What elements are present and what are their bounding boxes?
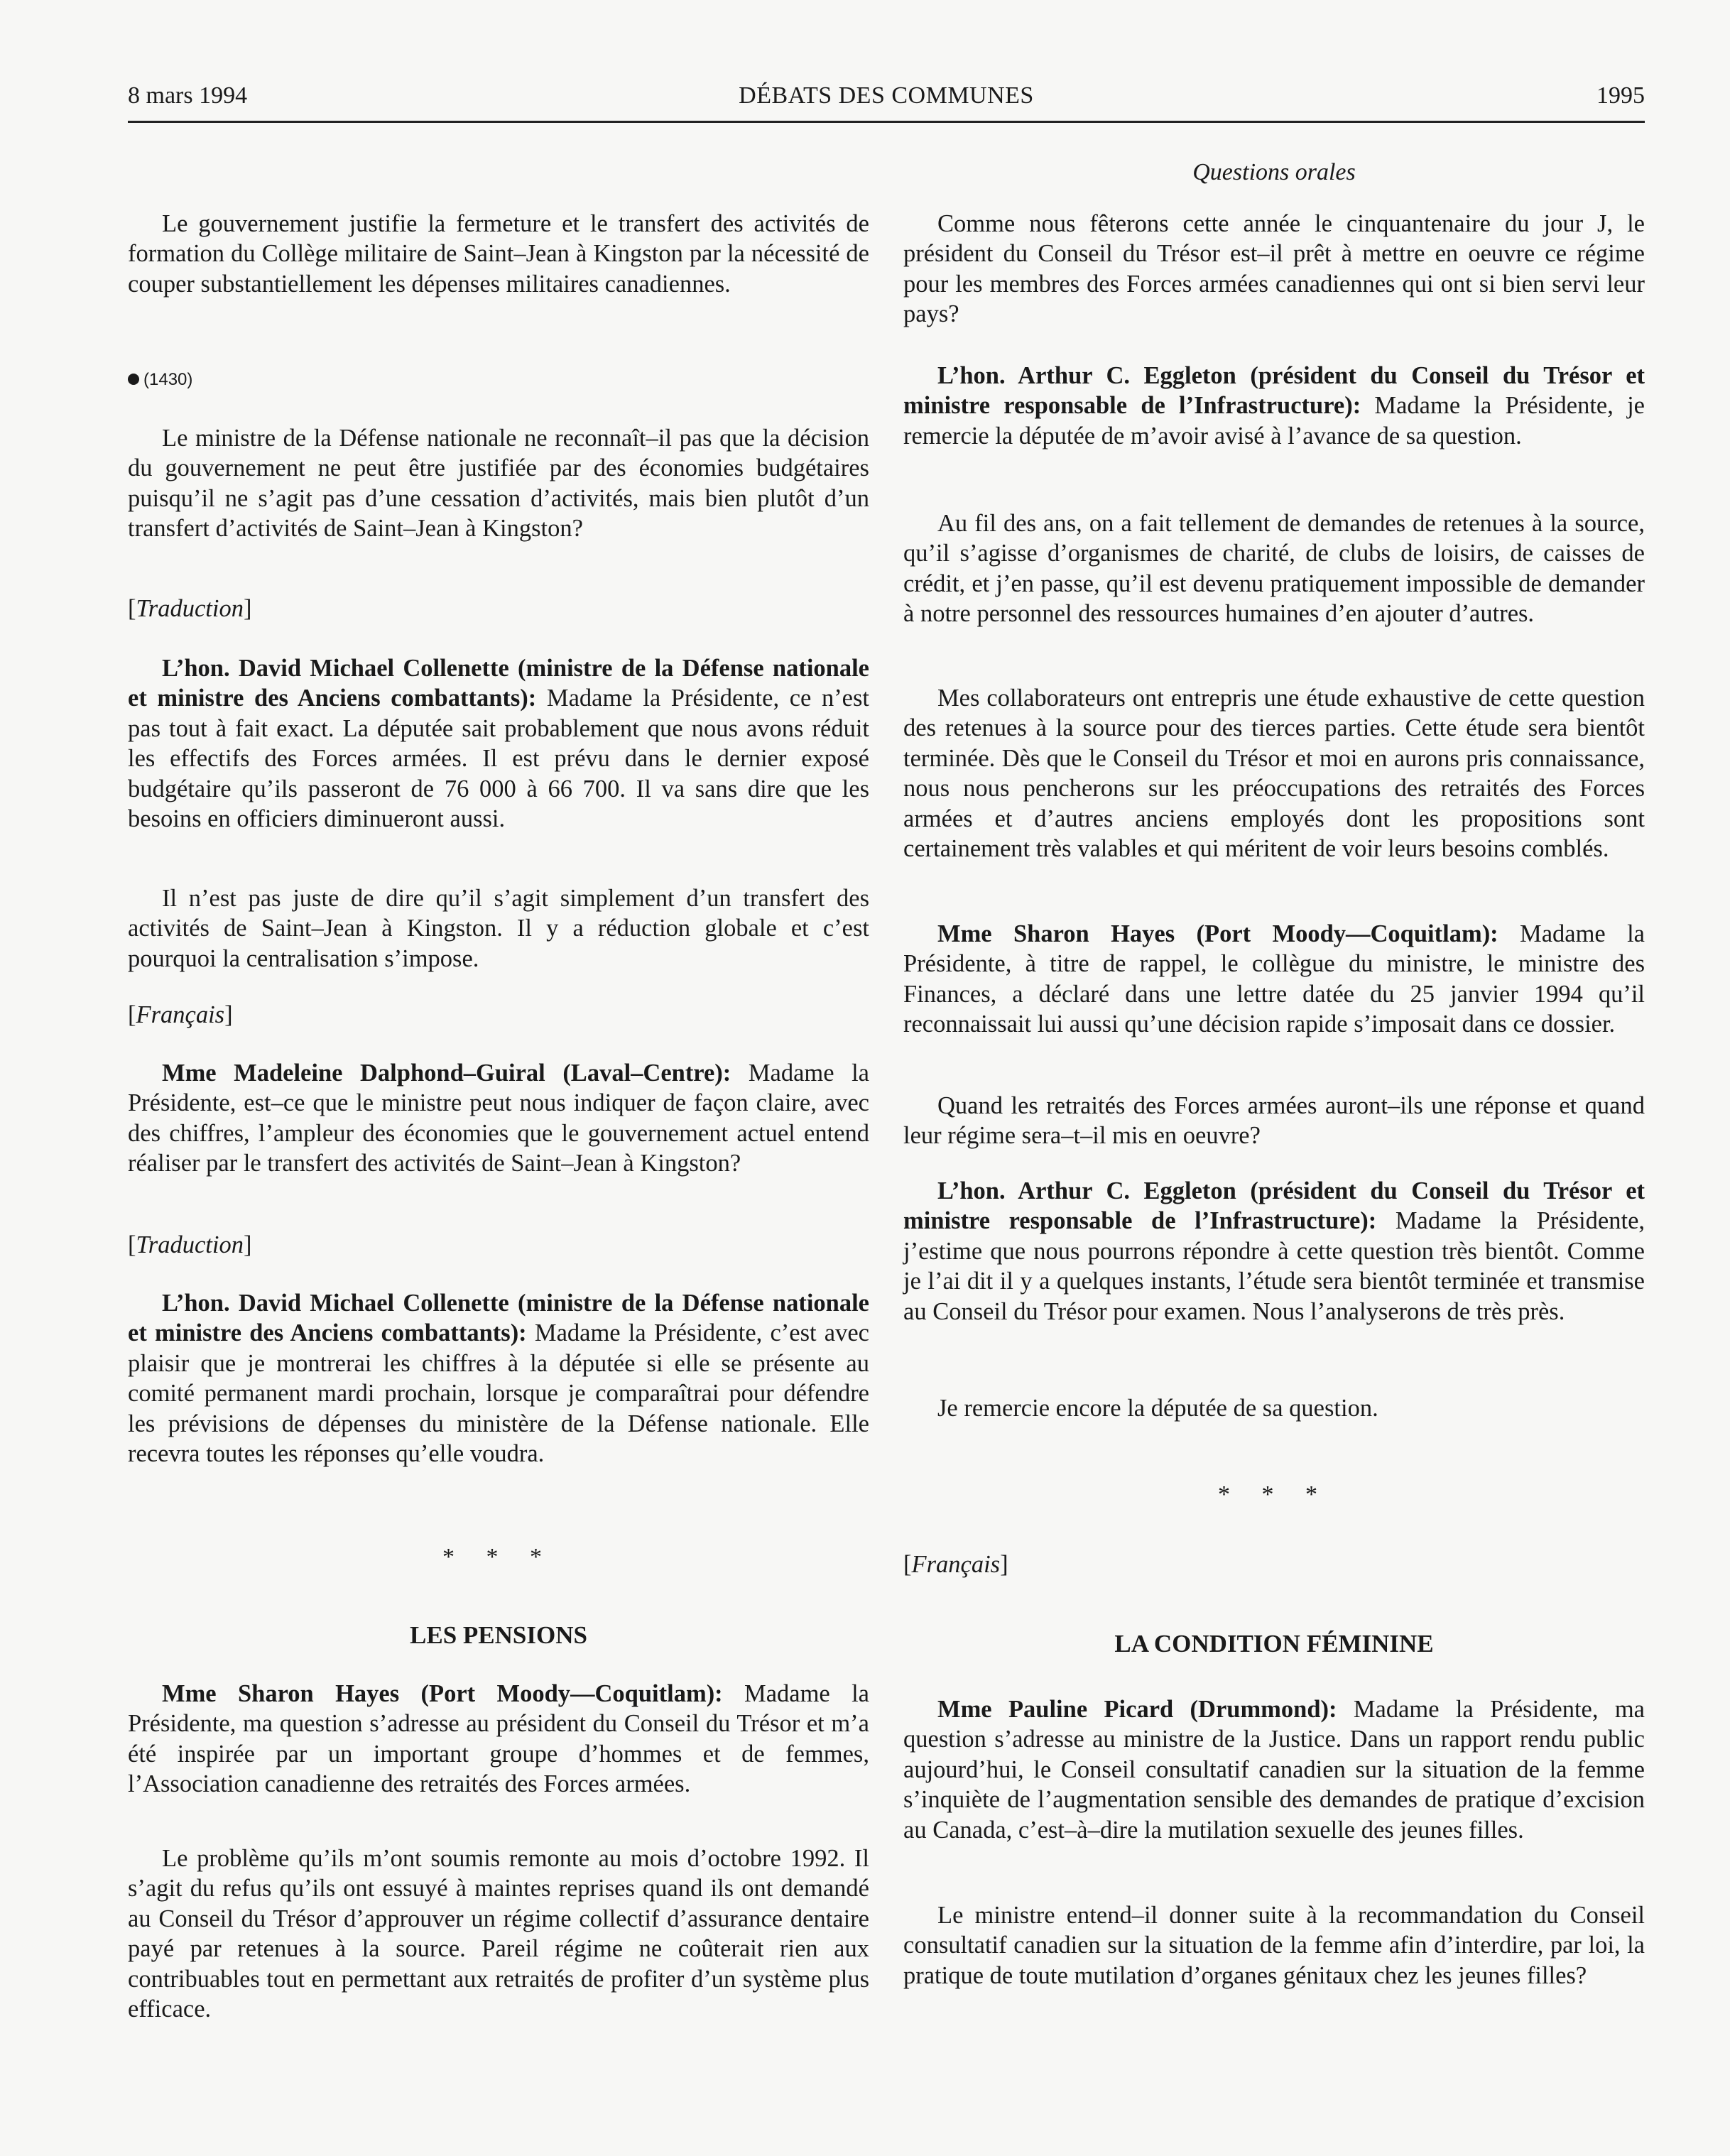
- section-heading: LA CONDITION FÉMININE: [1114, 1630, 1434, 1657]
- paragraph: Le gouvernement justifie la fermeture et le transfert des activités de formation du Collège militaire de Saint–Jean à Kingston par la nécessité de couper substantiellement les dépenses militaires canadiennes.: [128, 210, 869, 298]
- speaker-name: Mme Sharon Hayes (Port Moody—Coquitlam):: [162, 1680, 723, 1707]
- language-tag-text: Français: [136, 1001, 225, 1028]
- speaker-name: Mme Pauline Picard (Drummond):: [937, 1696, 1337, 1723]
- language-tag-text: Français: [911, 1551, 1001, 1578]
- intervention-text: Madame la Présidente, ce n’est pas tout à fait exact. La députée sait probablement que nous avons réduit les effectifs des Forces armées. Il est prévu dans le dernier exposé budgétaire qu’ils passeront de 76 000 à 66 700. Il va sans dire que les besoins en officiers diminueront aussi.: [128, 685, 870, 833]
- intervention-text: Madame la Présidente, c’est avec plaisir que je montrerai les chiffres à la députée si elle se présente au comité permanent mardi prochain, lorsque je comparaîtrai pour défendre les prévisions de dépenses du ministère de la Défense nationale. Elle recevra toutes les réponses qu’elle voudra.: [128, 1319, 869, 1468]
- paragraph: Le ministre de la Défense nationale ne reconnaît–il pas que la décision du gouvernement ne peut être justifiée par des économies budgétaires puisqu’il ne s’agit pas d’une cessation d’activités, mais bien plutôt d’un transfert d’activités de Saint–Jean à Kingston?: [128, 425, 869, 543]
- intervention: [903, 919, 1645, 1040]
- paragraph: Mes collaborateurs ont entrepris une étude exhaustive de cette question des retenues à la source pour des tierces parties. Cette étude sera bientôt terminée. Dès que le Conseil du Trésor et moi en aurons pris connaissance, nous nous pencherons sur les préoccupations des retraités des Forces armées et d’autres anciens employés dont les propositions sont certainement très valables et qui méritent de voir leurs besoins comblés.: [903, 685, 1645, 863]
- section-heading: LES PENSIONS: [410, 1621, 587, 1649]
- intervention-text: Madame la Présidente, j’estime que nous pourrons répondre à cette question très bientôt. Comme je l’ai dit il y a quelques instants, l’étude sera bientôt terminée et transmise au Conseil du Trésor pour examen. Nous l’analyserons de très près.: [903, 1207, 1645, 1325]
- paragraph: Le problème qu’ils m’ont soumis remonte au mois d’octobre 1992. Il s’agit du refus qu’ils ont essuyé à maintes reprises quand ils ont demandé au Conseil du Trésor d’approuver un régime collectif d’assurance dentaire payé par retenues à la source. Pareil régime ne coûterait rien aux contribuables tout en permettant aux retraités de profiter d’un système plus efficace.: [128, 1845, 869, 2023]
- paragraph: Le ministre entend–il donner suite à la recommandation du Conseil consultatif canadien sur la situation de la femme afin d’interdire, par loi, la pratique de toute mutilation d’organes génitaux chez les jeunes filles?: [903, 1902, 1645, 1989]
- section-separator: * * *: [442, 1544, 555, 1570]
- language-tag-text: Traduction: [136, 595, 244, 622]
- bullet-icon: [128, 374, 139, 385]
- intervention: [128, 1288, 869, 1469]
- time-marker-text: (1430): [143, 370, 193, 389]
- speaker-name: L’hon. David Michael Collenette (ministre de la Défense nationale et ministre des Anciens combattants):: [128, 655, 869, 712]
- speaker-name: L’hon. David Michael Collenette (ministre de la Défense nationale et ministre des Anciens combattants):: [128, 1290, 869, 1347]
- paragraph: Au fil des ans, on a fait tellement de demandes de retenues à la source, qu’il s’agisse d’organismes de charité, de clubs de loisirs, de caisses de crédit, et j’en passe, qu’il est devenu pratiquement impossible de demander à notre personnel des ressources humaines d’en ajouter d’autres.: [903, 510, 1645, 628]
- time-marker: [128, 365, 869, 395]
- speaker-name: Mme Madeleine Dalphond–Guiral (Laval–Centre):: [162, 1060, 731, 1087]
- intervention-text: Madame la Présidente, est–ce que le ministre peut nous indiquer de façon claire, avec des chiffres, l’ampleur des économies que le gouvernement actuel entend réaliser par le transfert des activités de Saint–Jean à Kingston?: [128, 1060, 869, 1177]
- intervention: [903, 1176, 1645, 1327]
- intervention-text: Madame la Présidente, ma question s’adresse au ministre de la Justice. Dans un rapport rendu public aujourd’hui, le Conseil consultatif canadien sur la situation de la femme s’inquiète de l’augmentation sensible des demandes de pratique d’excision au Canada, c’est–à–dire la mutilation sexuelle des jeunes filles.: [903, 1696, 1645, 1844]
- header-page-number: 1995: [1596, 82, 1645, 109]
- intervention: [128, 653, 869, 834]
- intervention: [903, 361, 1645, 451]
- speaker-name: L’hon. Arthur C. Eggleton (président du Conseil du Trésor et ministre responsable de l’Infrastructure):: [903, 1177, 1645, 1235]
- intervention-text: Madame la Présidente, je remercie la députée de m’avoir avisé à l’avance de sa question.: [903, 392, 1645, 450]
- language-tag: [Traduction]: [128, 595, 252, 622]
- intervention: [128, 1679, 869, 1800]
- header-running-title: DÉBATS DES COMMUNES: [739, 82, 1034, 109]
- intervention-text: Madame la Présidente, à titre de rappel, le collègue du ministre, le ministre des Finances, a déclaré dans une lettre datée du 25 janvier 1994 qu’il reconnaissait lui aussi qu’une décision rapide s’imposait dans ce dossier.: [903, 920, 1645, 1038]
- paragraph: Il n’est pas juste de dire qu’il s’agit simplement d’un transfert des activités de Saint–Jean à Kingston. Il y a réduction globale et c’est pourquoi la centralisation s’impose.: [128, 885, 869, 972]
- language-tag: [Français]: [903, 1551, 1008, 1578]
- language-tag: [Traduction]: [128, 1231, 252, 1258]
- paragraph: Quand les retraités des Forces armées auront–ils une réponse et quand leur régime sera–t–il mis en oeuvre?: [903, 1092, 1645, 1150]
- header-date: 8 mars 1994: [128, 82, 248, 109]
- intervention: [128, 1058, 869, 1179]
- speaker-name: Mme Sharon Hayes (Port Moody—Coquitlam):: [937, 920, 1498, 947]
- intervention-text: Madame la Présidente, ma question s’adresse au président du Conseil du Trésor et m’a été inspirée par un important groupe d’hommes et de femmes, l’Association canadienne des retraités des Forces armées.: [128, 1680, 869, 1798]
- language-tag: [Français]: [128, 1001, 233, 1028]
- paragraph: Comme nous fêterons cette année le cinquantenaire du jour J, le président du Conseil du Trésor est–il prêt à mettre en oeuvre ce régime pour les membres des Forces armées canadiennes qui ont si bien servi leur pays?: [903, 210, 1645, 328]
- section-title: Questions orales: [1192, 159, 1356, 185]
- section-separator: * * *: [1218, 1481, 1330, 1508]
- paragraph: Je remercie encore la députée de sa question.: [937, 1395, 1378, 1422]
- intervention: [903, 1694, 1645, 1845]
- page-header: [128, 82, 1645, 123]
- speaker-name: L’hon. Arthur C. Eggleton (président du Conseil du Trésor et ministre responsable de l’Infrastructure):: [903, 362, 1645, 420]
- language-tag-text: Traduction: [136, 1231, 244, 1258]
